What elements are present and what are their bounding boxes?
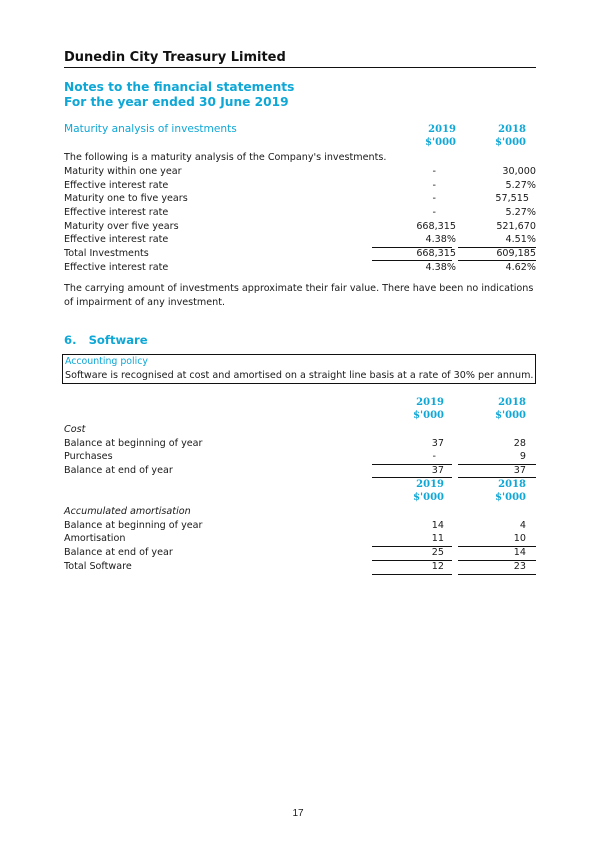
row-value-2018: 4.51% [505,234,536,245]
row-value-2018: 10 [513,533,526,544]
maturity-unit-2019: $'000 [425,137,456,148]
row-value-2018: 9 [519,451,526,462]
table-row [64,450,536,464]
maturity-note [64,282,536,310]
row-label: Effective interest rate [64,180,169,191]
amort-year-2018: 2018 [498,479,526,490]
accounting-policy-text: Software is recognised at cost and amortised on a straight line basis at a rate of 30% per annum. [65,370,534,381]
row-label: Maturity within one year [64,166,182,177]
table-row [64,261,536,275]
row-label: Balance at end of year [64,547,173,558]
row-value-2019: 11 [431,533,444,544]
table-row [64,179,536,193]
total-rule-2019 [372,477,452,478]
maturity-note-line-2: of impairment of any investment. [64,297,226,308]
row-value-2018: 4.62% [505,262,536,273]
software-year-2018: 2018 [498,397,526,408]
row-value-2019: - [432,207,436,218]
maturity-heading: Maturity analysis of investments [64,123,237,135]
row-label: Total Investments [64,248,149,259]
row-value-2018: 521,670 [496,221,536,232]
maturity-year-2018: 2018 [498,124,526,135]
row-value-2018: 23 [513,561,526,572]
final-rule-2019 [372,574,452,575]
row-value-2019: - [432,193,436,204]
row-value-2019: 12 [431,561,444,572]
row-label: Balance at end of year [64,465,173,476]
row-label: Total Software [64,561,132,572]
row-value-2019: 25 [431,547,444,558]
table-row [64,464,536,478]
row-label: Maturity one to five years [64,193,188,204]
row-label: Balance at beginning of year [64,438,203,449]
total-rule-2018 [458,477,536,478]
row-label: Effective interest rate [64,207,169,218]
final-rule-2018 [458,574,536,575]
row-label: Balance at beginning of year [64,520,203,531]
row-label: Effective interest rate [64,262,169,273]
amort-unit-2018: $'000 [495,492,526,503]
software-heading: 6. Software [64,333,148,347]
row-value-2018: 57,515 [495,193,529,204]
accounting-policy-box [62,354,536,384]
row-value-2018: 5.27% [505,180,536,191]
maturity-year-2019: 2019 [428,124,456,135]
table-row [64,192,536,206]
row-value-2018: 37 [513,465,526,476]
amortisation-label [64,505,536,519]
row-value-2019: 14 [431,520,444,531]
row-value-2018: 30,000 [502,166,536,177]
row-value-2019: 4.38% [425,262,456,273]
table-row [64,206,536,220]
table-row [64,560,536,574]
row-value-2019: 4.38% [425,234,456,245]
amort-unit-2019: $'000 [413,492,444,503]
notes-title [64,80,294,110]
row-value-2018: 4 [519,520,526,531]
table-row [64,220,536,234]
maturity-note-line-1: The carrying amount of investments approximate their fair value. There have been no indications [64,283,534,294]
row-label: Amortisation [64,533,126,544]
cost-label-text: Cost [64,424,86,435]
table-row [64,532,536,546]
row-value-2018: 14 [513,547,526,558]
row-label: Maturity over five years [64,221,179,232]
row-value-2019: 668,315 [416,248,456,259]
table-row [64,165,536,179]
software-unit-2019: $'000 [413,410,444,421]
row-value-2018: 5.27% [505,207,536,218]
row-value-2019: - [432,180,436,191]
row-label: Purchases [64,451,113,462]
software-year-2019: 2019 [416,397,444,408]
row-value-2018: 28 [513,438,526,449]
notes-title-line-1: Notes to the financial statements [64,80,295,94]
page-number: 17 [292,808,304,819]
notes-title-line-2: For the year ended 30 June 2019 [64,95,289,109]
row-value-2019: - [432,451,436,462]
cost-label [64,423,536,437]
table-row [64,233,536,247]
software-unit-2018: $'000 [495,410,526,421]
amortisation-label-text: Accumulated amortisation [64,506,191,517]
amort-year-2019: 2019 [416,479,444,490]
table-row [64,546,536,560]
table-row [64,519,536,533]
company-name: Dunedin City Treasury Limited [64,50,286,65]
row-value-2019: 37 [431,438,444,449]
header-rule [64,67,536,68]
row-value-2019: - [432,166,436,177]
row-label: Effective interest rate [64,234,169,245]
maturity-intro-text: The following is a maturity analysis of the Company's investments. [64,152,387,163]
maturity-intro [64,151,536,165]
table-row [64,247,536,261]
row-value-2019: 668,315 [416,221,456,232]
row-value-2018: 609,185 [496,248,536,259]
table-row [64,437,536,451]
row-value-2019: 37 [431,465,444,476]
maturity-unit-2018: $'000 [495,137,526,148]
accounting-policy-label: Accounting policy [65,356,148,367]
